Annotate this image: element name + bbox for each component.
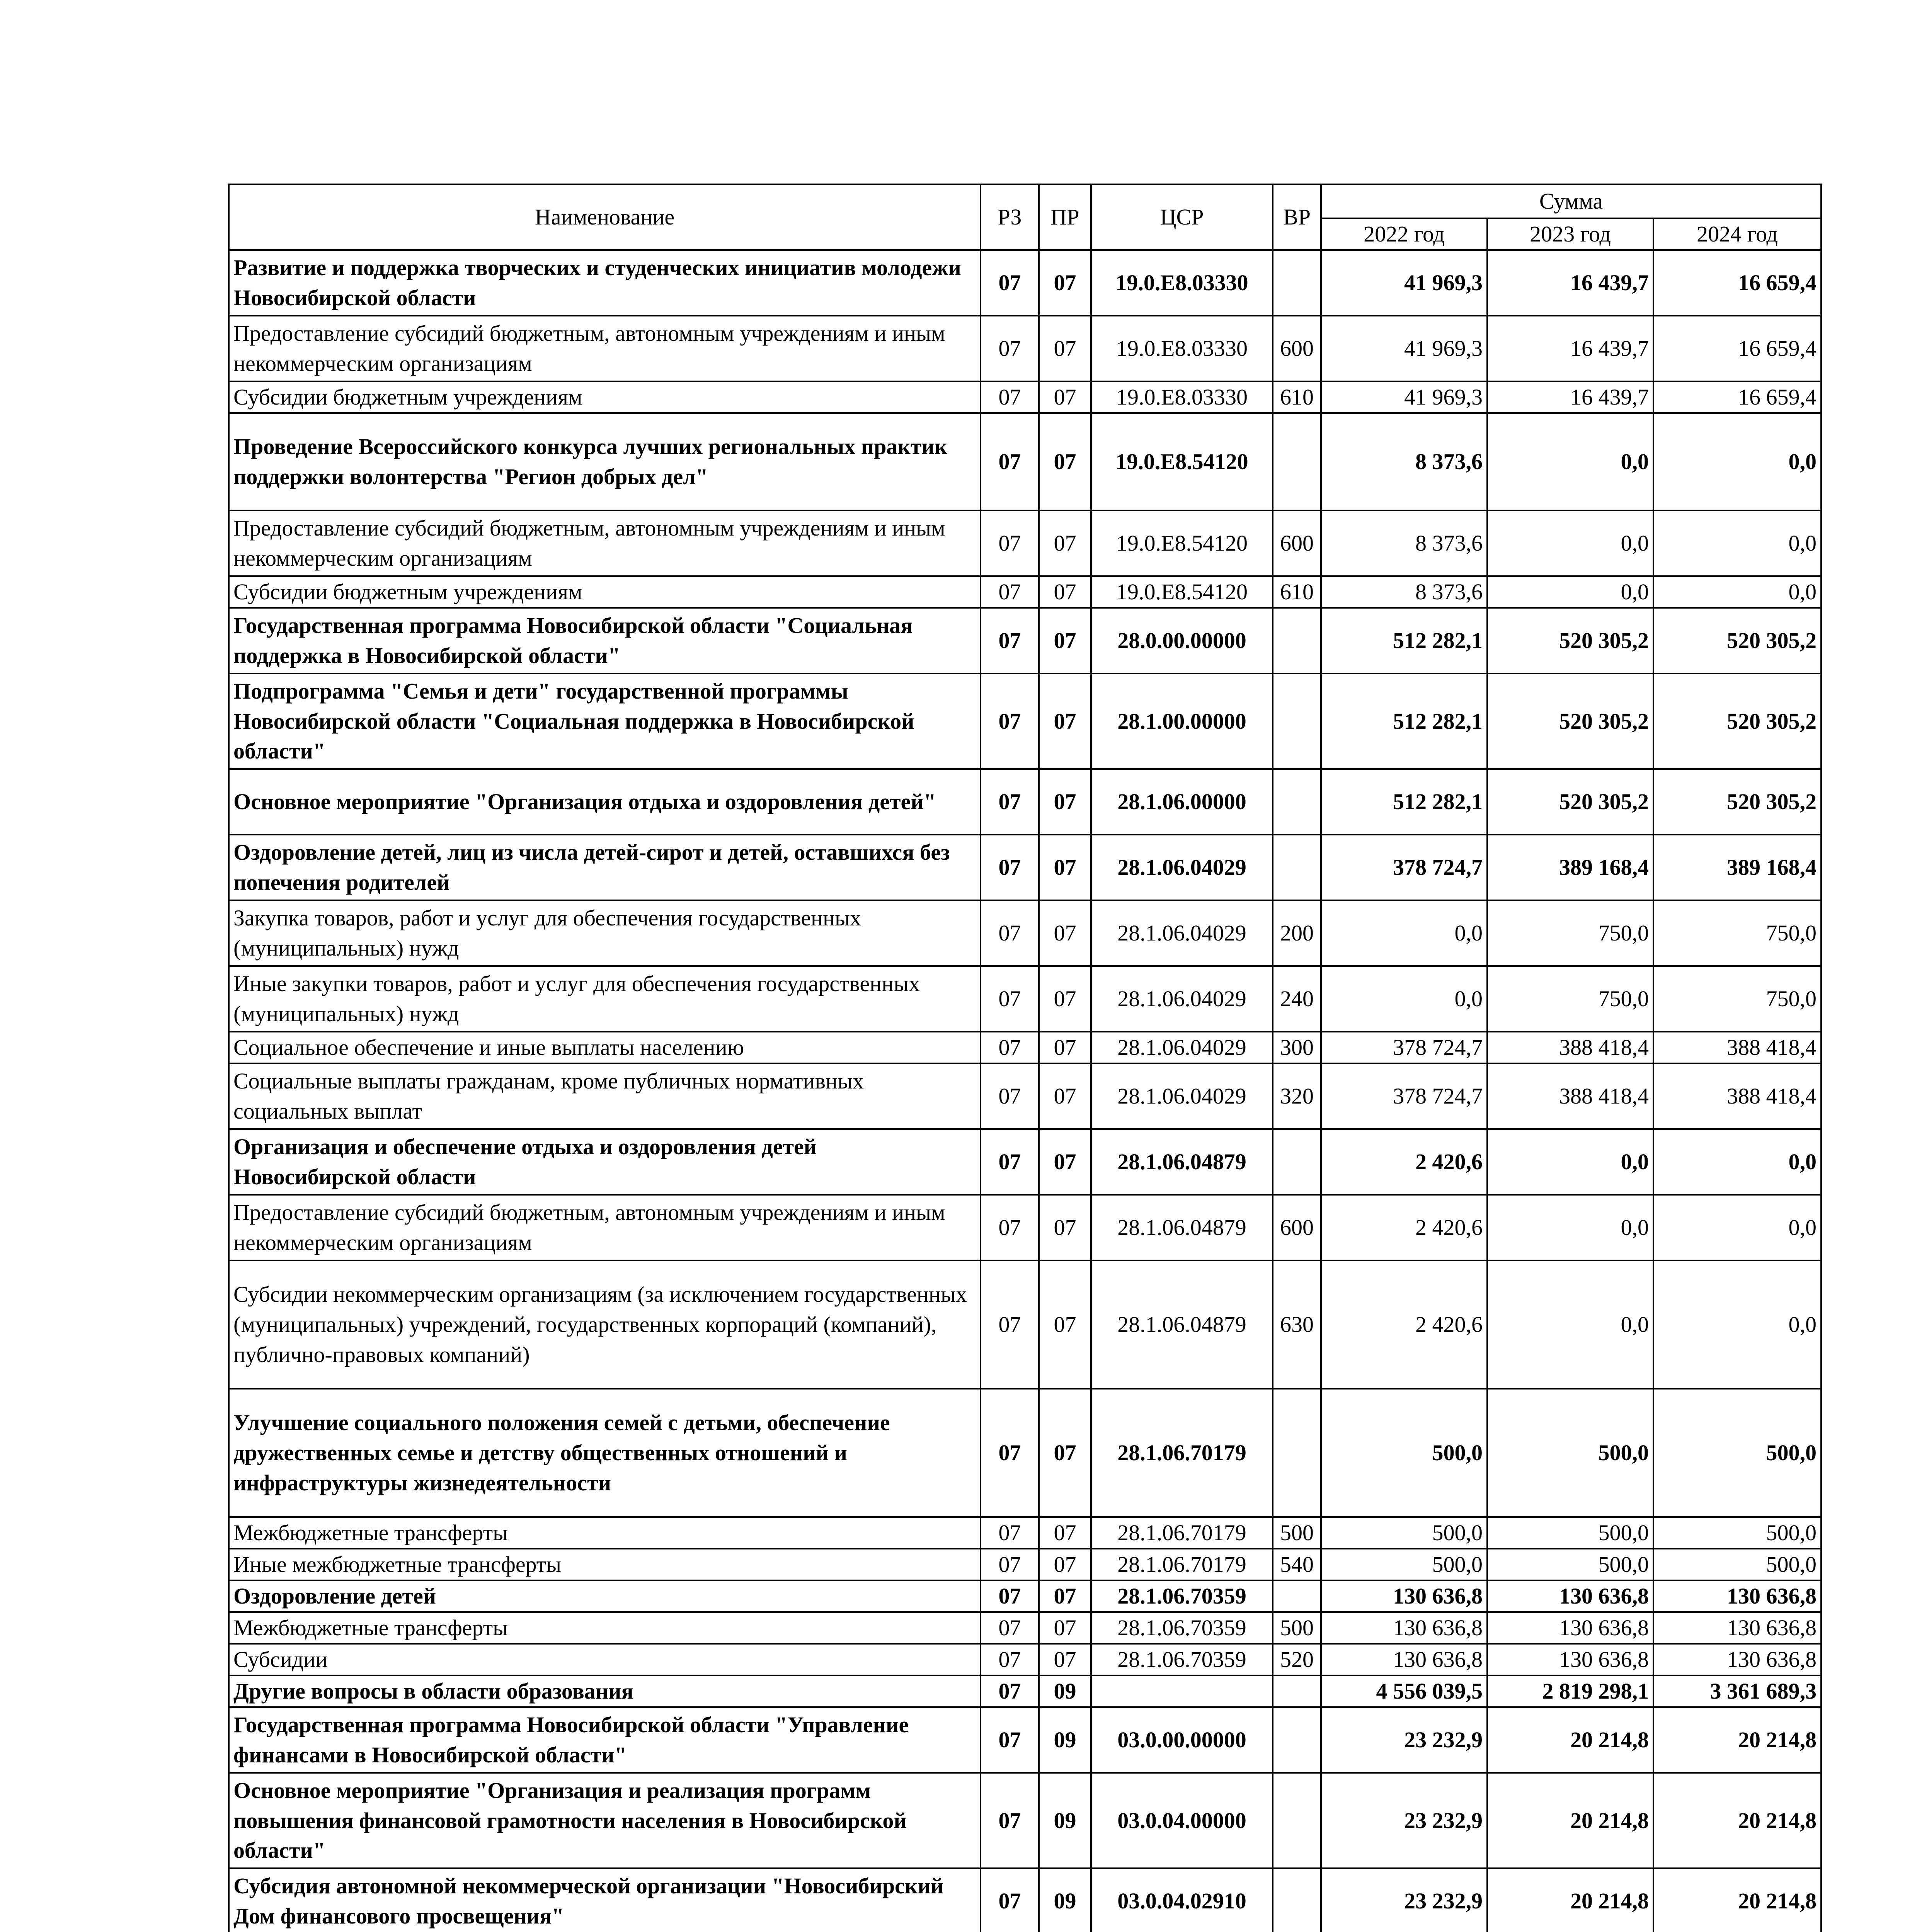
header-csr: ЦСР	[1091, 184, 1273, 250]
header-year-2022: 2022 год	[1321, 218, 1487, 250]
cell-pr: 07	[1039, 1644, 1091, 1675]
cell-y2024: 520 305,2	[1653, 608, 1821, 673]
cell-rz: 07	[981, 1195, 1039, 1260]
table-row	[229, 835, 1821, 900]
table-row	[229, 1580, 1821, 1612]
cell-rz: 07	[981, 900, 1039, 966]
header-vr: ВР	[1273, 184, 1321, 250]
table-row	[229, 608, 1821, 673]
cell-rz: 07	[981, 966, 1039, 1032]
cell-y2023: 500,0	[1487, 1389, 1653, 1517]
cell-y2022: 0,0	[1321, 966, 1487, 1032]
cell-y2024: 3 361 689,3	[1653, 1675, 1821, 1707]
cell-y2023: 0,0	[1487, 576, 1653, 608]
cell-y2023: 520 305,2	[1487, 769, 1653, 835]
cell-y2022: 512 282,1	[1321, 608, 1487, 673]
cell-pr: 07	[1039, 1260, 1091, 1389]
cell-y2024: 388 418,4	[1653, 1063, 1821, 1129]
cell-pr: 09	[1039, 1675, 1091, 1707]
table-row	[229, 1868, 1821, 1932]
cell-y2022: 130 636,8	[1321, 1580, 1487, 1612]
table-row	[229, 966, 1821, 1032]
cell-vr	[1273, 1675, 1321, 1707]
table-row	[229, 673, 1821, 769]
cell-y2022: 8 373,6	[1321, 576, 1487, 608]
cell-y2023: 130 636,8	[1487, 1644, 1653, 1675]
cell-y2022: 500,0	[1321, 1549, 1487, 1580]
cell-csr: 28.1.06.70179	[1091, 1517, 1273, 1549]
cell-y2022: 500,0	[1321, 1517, 1487, 1549]
cell-vr	[1273, 1773, 1321, 1868]
cell-name: Социальные выплаты гражданам, кроме публичных нормативных социальных выплат	[229, 1063, 981, 1129]
cell-vr	[1273, 769, 1321, 835]
cell-vr: 240	[1273, 966, 1321, 1032]
cell-y2023: 0,0	[1487, 1260, 1653, 1389]
cell-csr: 28.1.06.04029	[1091, 966, 1273, 1032]
cell-y2022: 378 724,7	[1321, 1032, 1487, 1063]
cell-rz: 07	[981, 510, 1039, 576]
cell-vr: 200	[1273, 900, 1321, 966]
table-row	[229, 1129, 1821, 1195]
cell-y2024: 388 418,4	[1653, 1032, 1821, 1063]
cell-y2023: 0,0	[1487, 1129, 1653, 1195]
cell-rz: 07	[981, 835, 1039, 900]
cell-y2023: 20 214,8	[1487, 1773, 1653, 1868]
cell-csr: 28.0.00.00000	[1091, 608, 1273, 673]
cell-pr: 09	[1039, 1868, 1091, 1932]
cell-y2022: 500,0	[1321, 1389, 1487, 1517]
cell-rz: 07	[981, 1675, 1039, 1707]
cell-csr	[1091, 1675, 1273, 1707]
cell-y2024: 500,0	[1653, 1549, 1821, 1580]
cell-csr: 19.0.E8.54120	[1091, 576, 1273, 608]
cell-name: Организация и обеспечение отдыха и оздоровления детей Новосибирской области	[229, 1129, 981, 1195]
cell-csr: 03.0.04.00000	[1091, 1773, 1273, 1868]
cell-name: Закупка товаров, работ и услуг для обеспечения государственных (муниципальных) нужд	[229, 900, 981, 966]
cell-vr	[1273, 1129, 1321, 1195]
cell-csr: 19.0.E8.03330	[1091, 316, 1273, 381]
cell-pr: 07	[1039, 900, 1091, 966]
cell-name: Социальное обеспечение и иные выплаты населению	[229, 1032, 981, 1063]
cell-rz: 07	[981, 1260, 1039, 1389]
cell-csr: 28.1.06.04029	[1091, 1032, 1273, 1063]
cell-vr: 320	[1273, 1063, 1321, 1129]
cell-y2024: 16 659,4	[1653, 381, 1821, 413]
cell-y2024: 16 659,4	[1653, 250, 1821, 316]
cell-name: Иные закупки товаров, работ и услуг для обеспечения государственных (муниципальных) нужд	[229, 966, 981, 1032]
table-row	[229, 1675, 1821, 1707]
table-row	[229, 1063, 1821, 1129]
cell-name: Основное мероприятие "Организация отдыха и оздоровления детей"	[229, 769, 981, 835]
table-row	[229, 510, 1821, 576]
cell-y2023: 520 305,2	[1487, 673, 1653, 769]
cell-y2022: 41 969,3	[1321, 381, 1487, 413]
cell-rz: 07	[981, 1129, 1039, 1195]
cell-name: Государственная программа Новосибирской области "Социальная поддержка в Новосибирской области"	[229, 608, 981, 673]
cell-vr: 500	[1273, 1612, 1321, 1644]
cell-pr: 07	[1039, 608, 1091, 673]
cell-y2022: 23 232,9	[1321, 1773, 1487, 1868]
cell-name: Субсидии бюджетным учреждениям	[229, 381, 981, 413]
cell-y2022: 2 420,6	[1321, 1195, 1487, 1260]
cell-csr: 28.1.06.04029	[1091, 900, 1273, 966]
cell-y2022: 23 232,9	[1321, 1707, 1487, 1773]
cell-csr: 19.0.E8.03330	[1091, 381, 1273, 413]
cell-csr: 28.1.06.70179	[1091, 1389, 1273, 1517]
cell-y2024: 520 305,2	[1653, 673, 1821, 769]
cell-y2022: 2 420,6	[1321, 1129, 1487, 1195]
cell-rz: 07	[981, 1063, 1039, 1129]
cell-rz: 07	[981, 673, 1039, 769]
header-pr: ПР	[1039, 184, 1091, 250]
cell-vr: 300	[1273, 1032, 1321, 1063]
table-row	[229, 1549, 1821, 1580]
cell-name: Иные межбюджетные трансферты	[229, 1549, 981, 1580]
cell-csr: 19.0.E8.54120	[1091, 510, 1273, 576]
cell-y2023: 500,0	[1487, 1549, 1653, 1580]
table-row	[229, 1612, 1821, 1644]
cell-vr	[1273, 608, 1321, 673]
cell-y2024: 130 636,8	[1653, 1580, 1821, 1612]
cell-name: Предоставление субсидий бюджетным, автономным учреждениям и иным некоммерческим организациям	[229, 316, 981, 381]
cell-y2022: 2 420,6	[1321, 1260, 1487, 1389]
cell-pr: 07	[1039, 413, 1091, 510]
table-row	[229, 381, 1821, 413]
cell-y2022: 378 724,7	[1321, 835, 1487, 900]
cell-pr: 07	[1039, 835, 1091, 900]
cell-y2023: 16 439,7	[1487, 381, 1653, 413]
cell-y2023: 130 636,8	[1487, 1612, 1653, 1644]
table-row	[229, 1032, 1821, 1063]
cell-pr: 07	[1039, 381, 1091, 413]
cell-name: Развитие и поддержка творческих и студенческих инициатив молодежи Новосибирской области	[229, 250, 981, 316]
cell-vr: 630	[1273, 1260, 1321, 1389]
cell-csr: 28.1.06.70179	[1091, 1549, 1273, 1580]
cell-y2024: 520 305,2	[1653, 769, 1821, 835]
cell-csr: 28.1.06.70359	[1091, 1644, 1273, 1675]
cell-pr: 07	[1039, 1063, 1091, 1129]
cell-vr	[1273, 250, 1321, 316]
cell-rz: 07	[981, 250, 1039, 316]
cell-y2024: 0,0	[1653, 413, 1821, 510]
cell-pr: 07	[1039, 576, 1091, 608]
cell-pr: 07	[1039, 1129, 1091, 1195]
cell-csr: 28.1.06.04029	[1091, 1063, 1273, 1129]
cell-csr: 28.1.06.04879	[1091, 1195, 1273, 1260]
cell-csr: 28.1.06.04029	[1091, 835, 1273, 900]
cell-rz: 07	[981, 413, 1039, 510]
cell-name: Предоставление субсидий бюджетным, автономным учреждениям и иным некоммерческим организациям	[229, 510, 981, 576]
cell-y2022: 512 282,1	[1321, 769, 1487, 835]
cell-y2024: 20 214,8	[1653, 1773, 1821, 1868]
cell-y2023: 0,0	[1487, 413, 1653, 510]
cell-name: Подпрограмма "Семья и дети" государственной программы Новосибирской области "Социальная поддержка в Новосибирской области"	[229, 673, 981, 769]
cell-pr: 07	[1039, 966, 1091, 1032]
cell-pr: 07	[1039, 1195, 1091, 1260]
cell-y2023: 0,0	[1487, 510, 1653, 576]
table-row	[229, 1773, 1821, 1868]
cell-pr: 07	[1039, 250, 1091, 316]
cell-name: Предоставление субсидий бюджетным, автономным учреждениям и иным некоммерческим организациям	[229, 1195, 981, 1260]
cell-y2024: 20 214,8	[1653, 1707, 1821, 1773]
cell-pr: 07	[1039, 769, 1091, 835]
table-body	[229, 250, 1821, 1932]
cell-y2023: 388 418,4	[1487, 1063, 1653, 1129]
cell-rz: 07	[981, 381, 1039, 413]
header-year-2023: 2023 год	[1487, 218, 1653, 250]
cell-vr: 500	[1273, 1517, 1321, 1549]
cell-csr: 03.0.00.00000	[1091, 1707, 1273, 1773]
cell-name: Оздоровление детей, лиц из числа детей-сирот и детей, оставшихся без попечения родителей	[229, 835, 981, 900]
cell-y2023: 389 168,4	[1487, 835, 1653, 900]
cell-y2024: 0,0	[1653, 1195, 1821, 1260]
cell-y2023: 20 214,8	[1487, 1707, 1653, 1773]
cell-csr: 28.1.06.70359	[1091, 1580, 1273, 1612]
cell-pr: 07	[1039, 1612, 1091, 1644]
cell-name: Субсидии	[229, 1644, 981, 1675]
cell-vr: 600	[1273, 1195, 1321, 1260]
cell-name: Субсидии некоммерческим организациям (за исключением государственных (муниципальных) учреждений, государственных корпораций (компаний), публично-правовых компаний)	[229, 1260, 981, 1389]
cell-y2024: 500,0	[1653, 1517, 1821, 1549]
cell-rz: 07	[981, 1773, 1039, 1868]
cell-vr: 600	[1273, 510, 1321, 576]
cell-rz: 07	[981, 1707, 1039, 1773]
cell-vr: 540	[1273, 1549, 1321, 1580]
cell-pr: 09	[1039, 1707, 1091, 1773]
cell-name: Субсидия автономной некоммерческой организации "Новосибирский Дом финансового просвещения"	[229, 1868, 981, 1932]
cell-y2023: 750,0	[1487, 900, 1653, 966]
cell-name: Межбюджетные трансферты	[229, 1612, 981, 1644]
cell-y2023: 750,0	[1487, 966, 1653, 1032]
cell-pr: 07	[1039, 1032, 1091, 1063]
cell-pr: 07	[1039, 1549, 1091, 1580]
table-row	[229, 250, 1821, 316]
cell-pr: 07	[1039, 510, 1091, 576]
header-rz: РЗ	[981, 184, 1039, 250]
cell-name: Проведение Всероссийского конкурса лучших региональных практик поддержки волонтерства "Регион добрых дел"	[229, 413, 981, 510]
cell-y2024: 130 636,8	[1653, 1612, 1821, 1644]
cell-y2022: 130 636,8	[1321, 1612, 1487, 1644]
cell-name: Другие вопросы в области образования	[229, 1675, 981, 1707]
cell-y2023: 2 819 298,1	[1487, 1675, 1653, 1707]
cell-name: Государственная программа Новосибирской области "Управление финансами в Новосибирской области"	[229, 1707, 981, 1773]
table-row	[229, 769, 1821, 835]
cell-y2023: 0,0	[1487, 1195, 1653, 1260]
cell-y2022: 378 724,7	[1321, 1063, 1487, 1129]
header-name: Наименование	[229, 184, 981, 250]
table-row	[229, 1707, 1821, 1773]
cell-y2023: 500,0	[1487, 1517, 1653, 1549]
cell-y2024: 389 168,4	[1653, 835, 1821, 900]
cell-rz: 07	[981, 576, 1039, 608]
cell-csr: 28.1.00.00000	[1091, 673, 1273, 769]
cell-y2022: 0,0	[1321, 900, 1487, 966]
cell-y2022: 41 969,3	[1321, 250, 1487, 316]
table-row	[229, 316, 1821, 381]
cell-y2023: 520 305,2	[1487, 608, 1653, 673]
cell-y2024: 750,0	[1653, 900, 1821, 966]
cell-name: Основное мероприятие "Организация и реализация программ повышения финансовой грамотности населения в Новосибирской области"	[229, 1773, 981, 1868]
cell-name: Оздоровление детей	[229, 1580, 981, 1612]
table-row	[229, 1644, 1821, 1675]
cell-y2022: 8 373,6	[1321, 510, 1487, 576]
cell-name: Улучшение социального положения семей с детьми, обеспечение дружественных семье и детству общественных отношений и инфраструктуры жизнедеятельности	[229, 1389, 981, 1517]
cell-y2023: 16 439,7	[1487, 250, 1653, 316]
cell-vr	[1273, 1868, 1321, 1932]
cell-csr: 03.0.04.02910	[1091, 1868, 1273, 1932]
cell-rz: 07	[981, 1644, 1039, 1675]
table-row	[229, 1195, 1821, 1260]
table-row	[229, 1260, 1821, 1389]
header-sum: Сумма	[1321, 184, 1821, 218]
cell-csr: 19.0.E8.03330	[1091, 250, 1273, 316]
cell-pr: 07	[1039, 316, 1091, 381]
cell-rz: 07	[981, 1389, 1039, 1517]
cell-vr	[1273, 1580, 1321, 1612]
cell-vr	[1273, 413, 1321, 510]
cell-pr: 09	[1039, 1773, 1091, 1868]
cell-csr: 28.1.06.04879	[1091, 1129, 1273, 1195]
cell-y2023: 388 418,4	[1487, 1032, 1653, 1063]
cell-rz: 07	[981, 316, 1039, 381]
cell-pr: 07	[1039, 1580, 1091, 1612]
table-row	[229, 576, 1821, 608]
cell-vr	[1273, 673, 1321, 769]
cell-pr: 07	[1039, 1517, 1091, 1549]
cell-rz: 07	[981, 769, 1039, 835]
budget-table	[228, 184, 1822, 1932]
cell-y2023: 20 214,8	[1487, 1868, 1653, 1932]
cell-csr: 28.1.06.00000	[1091, 769, 1273, 835]
cell-pr: 07	[1039, 1389, 1091, 1517]
cell-y2022: 41 969,3	[1321, 316, 1487, 381]
table-row	[229, 413, 1821, 510]
cell-y2022: 8 373,6	[1321, 413, 1487, 510]
cell-rz: 07	[981, 1612, 1039, 1644]
cell-y2024: 16 659,4	[1653, 316, 1821, 381]
cell-csr: 28.1.06.70359	[1091, 1612, 1273, 1644]
cell-y2024: 0,0	[1653, 510, 1821, 576]
cell-y2024: 0,0	[1653, 1260, 1821, 1389]
cell-y2024: 0,0	[1653, 576, 1821, 608]
cell-y2023: 16 439,7	[1487, 316, 1653, 381]
cell-rz: 07	[981, 608, 1039, 673]
cell-y2024: 750,0	[1653, 966, 1821, 1032]
cell-y2022: 130 636,8	[1321, 1644, 1487, 1675]
table-row	[229, 1517, 1821, 1549]
cell-vr: 610	[1273, 576, 1321, 608]
cell-vr: 610	[1273, 381, 1321, 413]
cell-y2024: 20 214,8	[1653, 1868, 1821, 1932]
table-row	[229, 900, 1821, 966]
cell-vr: 600	[1273, 316, 1321, 381]
cell-y2024: 0,0	[1653, 1129, 1821, 1195]
cell-y2022: 23 232,9	[1321, 1868, 1487, 1932]
cell-vr	[1273, 1707, 1321, 1773]
cell-rz: 07	[981, 1580, 1039, 1612]
cell-csr: 28.1.06.04879	[1091, 1260, 1273, 1389]
cell-vr: 520	[1273, 1644, 1321, 1675]
cell-vr	[1273, 835, 1321, 900]
cell-rz: 07	[981, 1549, 1039, 1580]
cell-name: Субсидии бюджетным учреждениям	[229, 576, 981, 608]
cell-rz: 07	[981, 1868, 1039, 1932]
table-header	[229, 184, 1821, 250]
cell-rz: 07	[981, 1517, 1039, 1549]
cell-rz: 07	[981, 1032, 1039, 1063]
header-year-2024: 2024 год	[1653, 218, 1821, 250]
cell-csr: 19.0.E8.54120	[1091, 413, 1273, 510]
cell-y2024: 130 636,8	[1653, 1644, 1821, 1675]
cell-name: Межбюджетные трансферты	[229, 1517, 981, 1549]
cell-y2022: 512 282,1	[1321, 673, 1487, 769]
cell-y2024: 500,0	[1653, 1389, 1821, 1517]
table-row	[229, 1389, 1821, 1517]
cell-vr	[1273, 1389, 1321, 1517]
cell-pr: 07	[1039, 673, 1091, 769]
cell-y2023: 130 636,8	[1487, 1580, 1653, 1612]
cell-y2022: 4 556 039,5	[1321, 1675, 1487, 1707]
